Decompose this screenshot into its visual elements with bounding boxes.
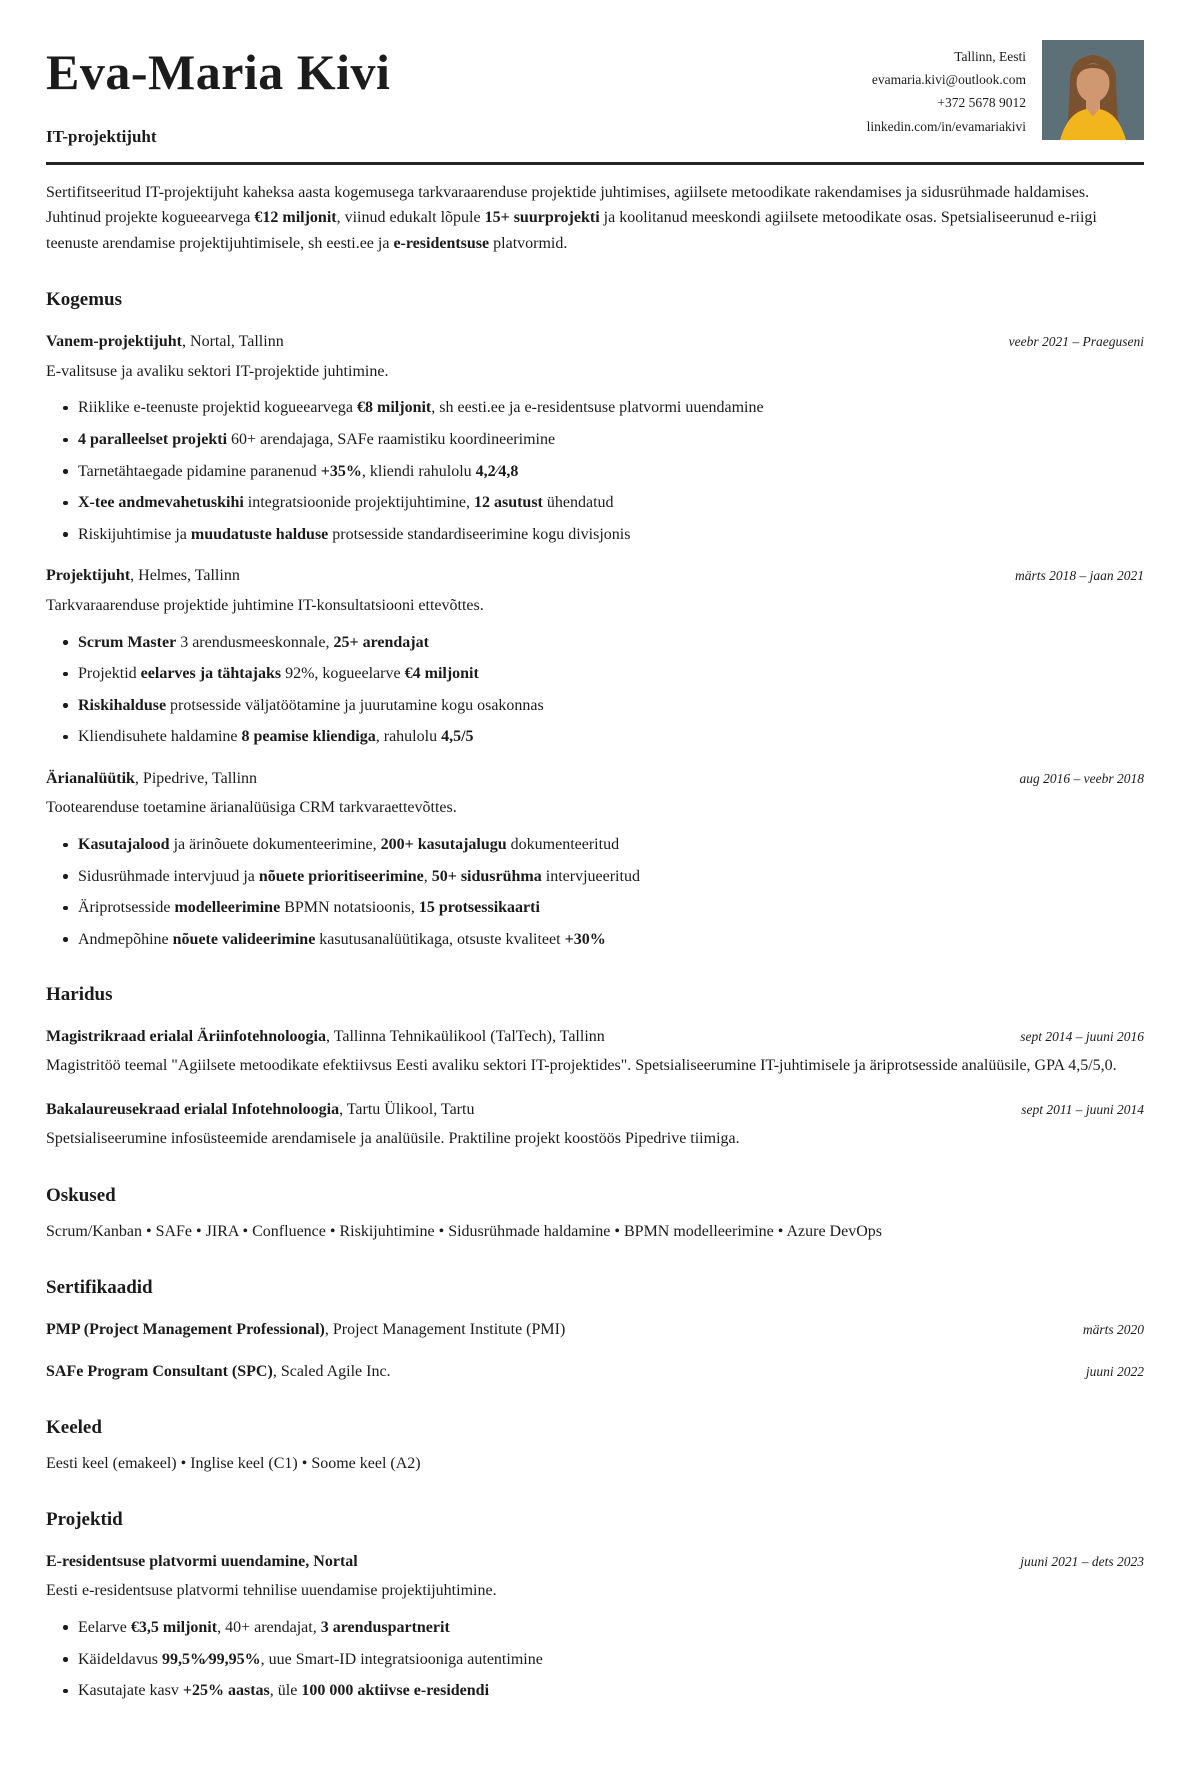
job-header (46, 768, 1144, 790)
certification-title-line (46, 1319, 565, 1341)
certification-name: SAFe Program Consultant (SPC) (46, 1363, 273, 1381)
job-date: aug 2016 – veebr 2018 (1019, 771, 1144, 786)
project-title: E-residentsuse platvormi uuendamine, Nortal (46, 1552, 358, 1570)
job-title-line (46, 768, 257, 790)
profile-photo (1042, 40, 1144, 140)
education-header (46, 1099, 1144, 1121)
bullet-item: Eelarve €3,5 miljonit, 40+ arendajat, 3 arenduspartnerit (63, 1617, 1144, 1639)
education-title-line (46, 1099, 474, 1121)
job-header (46, 565, 1144, 587)
certification-issuer: , Project Management Institute (PMI) (324, 1320, 566, 1338)
bullet-item: X-tee andmevahetuskihi integratsioonide projektijuhtimine, 12 asutust ühendatud (63, 492, 1144, 514)
project-description: Eesti e-residentsuse platvormi tehnilise uuendamise projektijuhtimine. (46, 1582, 497, 1600)
bullet-item: Projektid eelarves ja tähtajaks 92%, kogueelarve €4 miljonit (63, 663, 1144, 685)
project-header (46, 1551, 1144, 1573)
education-header (46, 1026, 1144, 1048)
languages-list: Eesti keel (emakeel) • Inglise keel (C1) • Soome keel (A2) (46, 1454, 421, 1472)
project-entry (46, 1551, 1144, 1702)
job-description: Tarkvaraarenduse projektide juhtimine IT-konsultatsiooni ettevõttes. (46, 596, 484, 614)
certification-name: PMP (Project Management Professional) (46, 1320, 325, 1338)
job-description: Tootearenduse toetamine ärianalüüsiga CRM tarkvaraettevõttes. (46, 799, 457, 817)
education-degree: Bakalaureusekraad erialal Infotehnoloogia (46, 1100, 340, 1118)
education-description: Magistritöö teemal "Agiilsete metoodikate efektiivsus Eesti avaliku sektori IT-projektides". Spetsialiseerumine IT-juhtimisele ja äriprotsesside analüüsile, GPA 4,5/5,0. (46, 1056, 1117, 1074)
skills-list: Scrum/Kanban • SAFe • JIRA • Confluence • Riskijuhtimine • Sidusrühmade haldamine • BPMN modelleerimine • Azure DevOps (46, 1222, 882, 1240)
person-name: Eva-Maria Kivi (46, 44, 391, 100)
person-job-title: IT-projektijuht (46, 126, 157, 146)
section-heading-skills: Oskused (46, 1184, 116, 1206)
header-contact-block (867, 40, 1144, 140)
header-identity (46, 40, 390, 147)
contact-location: Tallinn, Eesti (954, 49, 1026, 64)
bullet-item: Scrum Master 3 arendusmeeskonnale, 25+ arendajat (63, 632, 1144, 654)
bullet-item: 4 paralleelset projekti 60+ arendajaga, SAFe raamistiku koordineerimine (63, 429, 1144, 451)
job-entry (46, 331, 1144, 545)
certification-title-line (46, 1361, 391, 1383)
project-bullet-list (46, 1617, 1144, 1702)
bullet-item: Kasutajalood ja ärinõuete dokumenteerimine, 200+ kasutajalugu dokumenteeritud (63, 834, 1144, 856)
certification-entry (46, 1319, 1144, 1341)
summary-paragraph: Sertifitseeritud IT-projektijuht kaheksa aasta kogemusega tarkvaraarenduse projektide juhtimises, agiilsete metoodikate rakendamises ja sidusrühmade haldamises. Juhtinud projekte kogueearvega €12 miljonit, viinud edukalt lõpule 15+ suurprojekti ja koolitanud meeskondi agiilsete metoodikate osas. Spetsialiseerunud e-riigi teenuste arendamise projektijuhtimisele, sh eesti.ee ja e-residentsuse platvormid. (46, 183, 1097, 252)
education-description: Spetsialiseerumine infosüsteemide arendamisele ja analüüsile. Praktiline projekt koostöös Pipedrive tiimiga. (46, 1130, 740, 1148)
section-heading-experience: Kogemus (46, 289, 122, 311)
education-entry (46, 1026, 1144, 1079)
certification-date: juuni 2022 (1085, 1364, 1144, 1380)
bullet-item: Äriprotsesside modelleerimine BPMN notatsioonis, 15 protsessikaarti (63, 897, 1144, 919)
project-title-line (46, 1551, 358, 1573)
section-heading-projects: Projektid (46, 1508, 123, 1530)
certification-date: märts 2020 (1082, 1321, 1144, 1337)
job-header (46, 331, 1144, 353)
job-title-line (46, 565, 240, 587)
bullet-item: Riiklike e-teenuste projektid kogueearvega €8 miljonit, sh eesti.ee ja e-residentsuse platvormi uuendamine (63, 397, 1144, 419)
section-heading-education: Haridus (46, 983, 113, 1005)
job-title-line (46, 331, 284, 353)
section-heading-languages: Keeled (46, 1416, 102, 1438)
job-date: veebr 2021 – Praeguseni (1008, 334, 1144, 350)
profile-photo-illustration (1042, 40, 1144, 140)
job-date: märts 2018 – jaan 2021 (1014, 568, 1144, 584)
job-entry (46, 768, 1144, 951)
education-date: sept 2014 – juuni 2016 (1020, 1028, 1144, 1044)
header (46, 40, 1144, 147)
project-date: juuni 2021 – dets 2023 (1020, 1553, 1144, 1569)
bullet-item: Riskijuhtimise ja muudatuste halduse protsesside standardiseerimine kogu divisjonis (63, 524, 1144, 546)
education-entry (46, 1099, 1144, 1152)
contact-linkedin: linkedin.com/in/evamariakivi (866, 118, 1026, 134)
job-bullet-list (46, 397, 1144, 545)
bullet-item: Sidusrühmade intervjuud ja nõuete prioritiseerimine, 50+ sidusrühma intervjueeritud (63, 866, 1144, 888)
job-title: Projektijuht (46, 567, 131, 585)
contact-phone: +372 5678 9012 (937, 95, 1026, 111)
certification-entry (46, 1361, 1144, 1383)
contact-info (867, 40, 1026, 138)
bullet-item: Kasutajate kasv +25% aastas, üle 100 000 aktiivse e-residendi (63, 1680, 1144, 1702)
bullet-item: Andmepõhine nõuete valideerimine kasutusanalüütikaga, otsuste kvaliteet +30% (63, 929, 1144, 951)
education-date: sept 2011 – juuni 2014 (1021, 1101, 1144, 1117)
job-description: E-valitsuse ja avaliku sektori IT-projektide juhtimine. (46, 362, 389, 380)
job-bullet-list (46, 834, 1144, 950)
job-company: , Pipedrive, Tallinn (134, 770, 258, 787)
job-title: Vanem-projektijuht (46, 333, 183, 351)
job-bullet-list (46, 632, 1144, 748)
education-degree: Magistrikraad erialal Äriinfotehnoloogia (46, 1027, 326, 1045)
education-title-line (46, 1026, 605, 1048)
job-company: , Nortal, Tallinn (182, 333, 284, 351)
job-entry (46, 565, 1144, 748)
header-divider (46, 162, 1144, 165)
bullet-item: Tarnetähtaegade pidamine paranenud +35%, kliendi rahulolu 4,2⁄4,8 (63, 461, 1144, 483)
contact-email: evamaria.kivi@outlook.com (871, 72, 1026, 88)
education-school: , Tallinna Tehnikaülikool (TalTech), Tallinn (325, 1027, 605, 1045)
certification-issuer: , Scaled Agile Inc. (272, 1363, 391, 1381)
job-company: , Helmes, Tallinn (130, 567, 240, 585)
bullet-item: Riskihalduse protsesside väljatöötamine ja juurutamine kogu osakonnas (63, 695, 1144, 717)
bullet-item: Käideldavus 99,5%⁄99,95%, uue Smart-ID integratsiooniga autentimine (63, 1649, 1144, 1671)
job-title: Ärianalüütik (46, 770, 135, 787)
bullet-item: Kliendisuhete haldamine 8 peamise kliendiga, rahulolu 4,5/5 (63, 726, 1144, 748)
education-school: , Tartu Ülikool, Tartu (339, 1100, 475, 1118)
section-heading-certifications: Sertifikaadid (46, 1276, 153, 1298)
